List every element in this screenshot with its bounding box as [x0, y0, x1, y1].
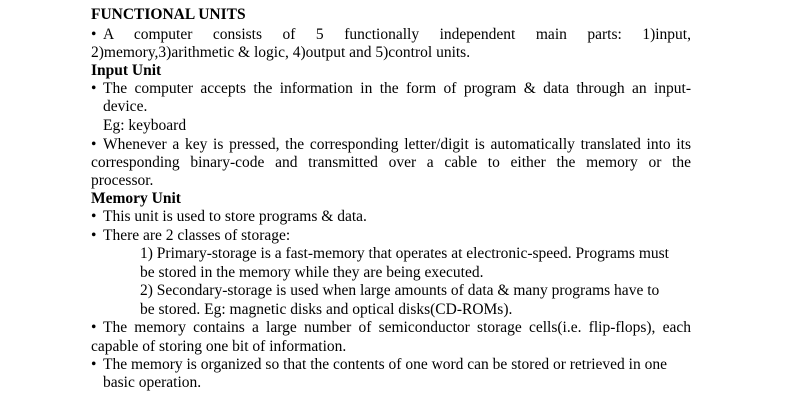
memory-bullet-3-line-1: • The memory contains a large number of semiconductor storage cells(i.e. flip-flops), each: [91, 319, 691, 336]
bullet-icon: •: [91, 136, 97, 153]
bullet-icon: •: [91, 227, 97, 244]
memory-bullet-4-line-2: basic operation.: [103, 374, 202, 391]
memory-bullet-3-line-2: capable of storing one bit of information.: [91, 338, 347, 355]
bullet-icon: •: [91, 80, 97, 97]
input-paragraph-2-line-1: • Whenever a key is pressed, the corresponding letter/digit is automatically translated into its: [91, 136, 691, 153]
memory-unit-heading: Memory Unit: [91, 190, 181, 207]
memory-bullet-2: • There are 2 classes of storage:: [91, 227, 291, 244]
bullet-icon: •: [91, 26, 97, 43]
intro-line-1: • A computer consists of 5 functionally independent main parts: 1)input,: [91, 26, 691, 43]
primary-storage-line-2: be stored in the memory while they are being executed.: [140, 264, 484, 281]
input-paragraph-2-line-3: processor.: [91, 172, 154, 189]
intro-line-2: 2)memory,3)arithmetic & logic, 4)output and 5)control units.: [91, 44, 471, 61]
page-title: FUNCTIONAL UNITS: [91, 6, 246, 23]
input-paragraph-2-line-2: corresponding binary-code and transmitted over a cable to either the memory or the: [91, 154, 691, 171]
secondary-storage-line-1: 2) Secondary-storage is used when large amounts of data & many programs have to: [140, 282, 660, 299]
memory-bullet-4-line-1: • The memory is organized so that the contents of one word can be stored or retrieved in one: [91, 356, 667, 373]
primary-storage-line-1: 1) Primary-storage is a fast-memory that operates at electronic-speed. Programs must: [140, 245, 669, 262]
memory-bullet-1: • This unit is used to store programs & data.: [91, 208, 367, 225]
secondary-storage-line-2: be stored. Eg: magnetic disks and optical disks(CD-ROMs).: [140, 301, 513, 318]
bullet-icon: •: [91, 356, 97, 373]
input-paragraph-1-line-1: • The computer accepts the information in the form of program & data through an input-: [91, 80, 691, 97]
bullet-icon: •: [91, 208, 97, 225]
input-unit-heading: Input Unit: [91, 62, 162, 79]
input-example: Eg: keyboard: [103, 117, 187, 134]
input-paragraph-1-line-2: device.: [103, 98, 148, 115]
bullet-icon: •: [91, 319, 97, 336]
